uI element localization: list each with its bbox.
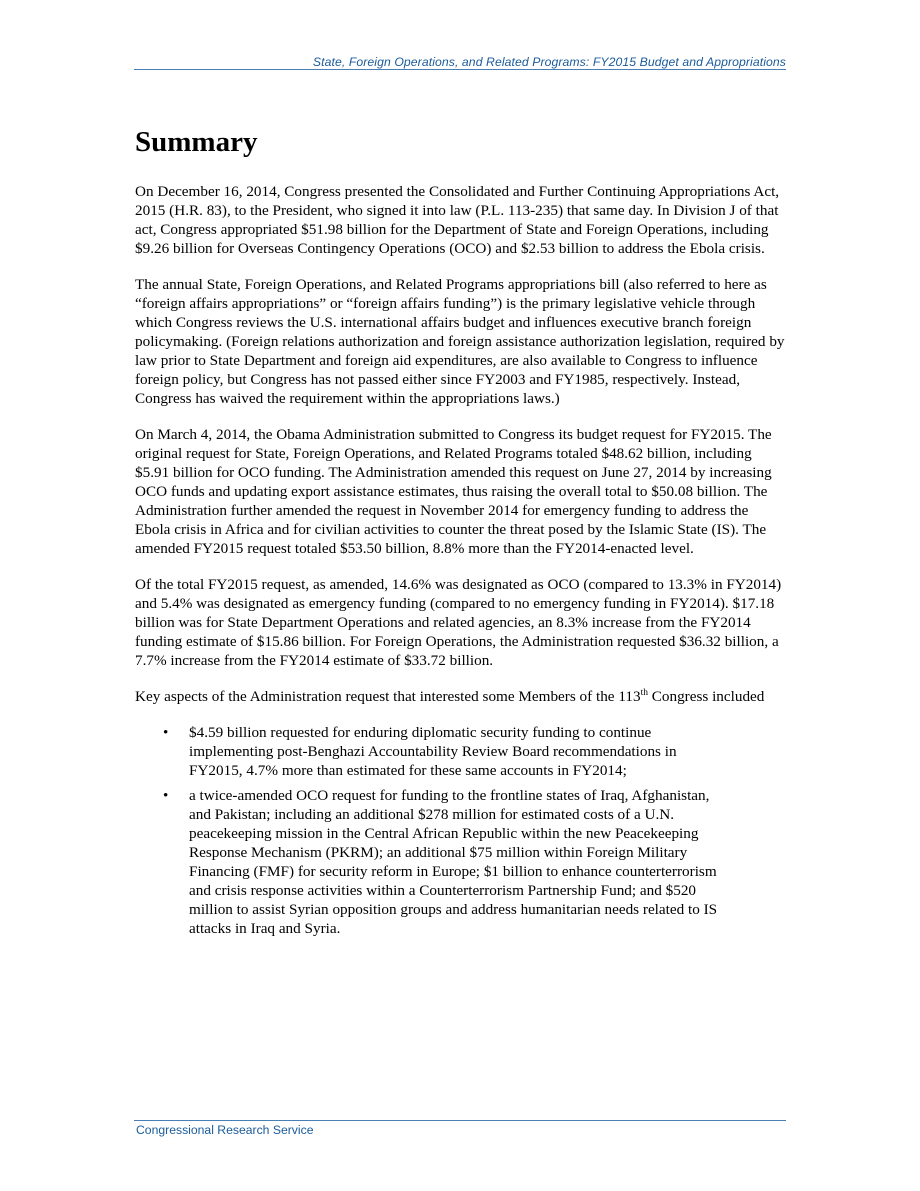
key-aspects-text: Key aspects of the Administration request that interested some Members of the 113 bbox=[135, 688, 641, 705]
ordinal-superscript: th bbox=[640, 687, 648, 698]
page-content bbox=[135, 120, 787, 944]
list-item bbox=[135, 723, 723, 780]
list-item bbox=[135, 786, 723, 938]
key-aspects-list bbox=[135, 723, 787, 938]
footer-divider bbox=[134, 1120, 786, 1121]
bullet-icon: • bbox=[163, 724, 169, 741]
paragraph-key-aspects bbox=[135, 687, 787, 706]
header-divider bbox=[134, 69, 786, 70]
section-heading: Summary bbox=[135, 126, 258, 158]
bullet-icon: • bbox=[163, 787, 169, 804]
paragraph-bill-overview: The annual State, Foreign Operations, and Related Programs appropriations bill (also referred to here as “foreign affairs appropriations” or “foreign affairs funding”) is the primary legislative vehicle through which Congress reviews the U.S. international affairs budget and influences executive branch foreign policymaking. (Foreign relations authorization and foreign assistance authorization legislation, required by law prior to State Department and foreign aid expenditures, are also available to Congress to influence foreign policy, but Congress has not passed either since FY2003 and FY1985, respectively. Instead, Congress has waived the requirement within the appropriations laws.) bbox=[135, 276, 785, 407]
paragraph-enactment: On December 16, 2014, Congress presented the Consolidated and Further Continuing Appropriations Act, 2015 (H.R. 83), to the President, who signed it into law (P.L. 113-235) that same day. In Division J of that act, Congress appropriated $51.98 billion for the Department of State and Foreign Operations, including $9.26 billion for Overseas Contingency Operations (OCO) and $2.53 billion to address the Ebola crisis. bbox=[135, 183, 780, 257]
footer-organization: Congressional Research Service bbox=[136, 1123, 314, 1137]
paragraph-budget-request: On March 4, 2014, the Obama Administration submitted to Congress its budget request for FY2015. The original request for State, Foreign Operations, and Related Programs totaled $48.62 billion, including $5.91 billion for OCO funding. The Administration amended this request on June 27, 2014 by increasing OCO funds and updating export assistance estimates, thus raising the overall total to $50.08 billion. The Administration further amended the request in November 2014 for emergency funding to address the Ebola crisis in Africa and for civilian activities to counter the threat posed by the Islamic State (IS). The amended FY2015 request totaled $53.50 billion, 8.8% more than the FY2014-enacted level. bbox=[135, 426, 772, 557]
running-header: State, Foreign Operations, and Related Programs: FY2015 Budget and Appropriations bbox=[312, 55, 786, 69]
key-aspects-text-end: Congress included bbox=[647, 688, 765, 705]
list-item-text: a twice-amended OCO request for funding to the frontline states of Iraq, Afghanistan, and Pakistan; including an additional $278 million for estimated costs of a U.N. peacekeeping mission in the Central African Republic within the new Peacekeeping Response Mechanism (PKRM); an additional $75 million within Foreign Military Financing (FMF) for security reform in Europe; $1 billion to enhance counterterrorism and crisis response activities within a Counterterrorism Partnership Fund; and $520 million to assist Syrian opposition groups and address humanitarian needs related to IS attacks in Iraq and Syria. bbox=[189, 787, 718, 937]
paragraph-request-breakdown: Of the total FY2015 request, as amended, 14.6% was designated as OCO (compared to 13.3% in FY2014) and 5.4% was designated as emergency funding (compared to no emergency funding in FY2014). $17.18 billion was for State Department Operations and related agencies, an 8.3% increase from the FY2014 funding estimate of $15.86 billion. For Foreign Operations, the Administration requested $36.32 billion, a 7.7% increase from the FY2014 estimate of $33.72 billion. bbox=[135, 576, 782, 669]
list-item-text: $4.59 billion requested for enduring diplomatic security funding to continue implementing post-Benghazi Accountability Review Board recommendations in FY2015, 4.7% more than estimated for these same accounts in FY2014; bbox=[189, 724, 677, 779]
